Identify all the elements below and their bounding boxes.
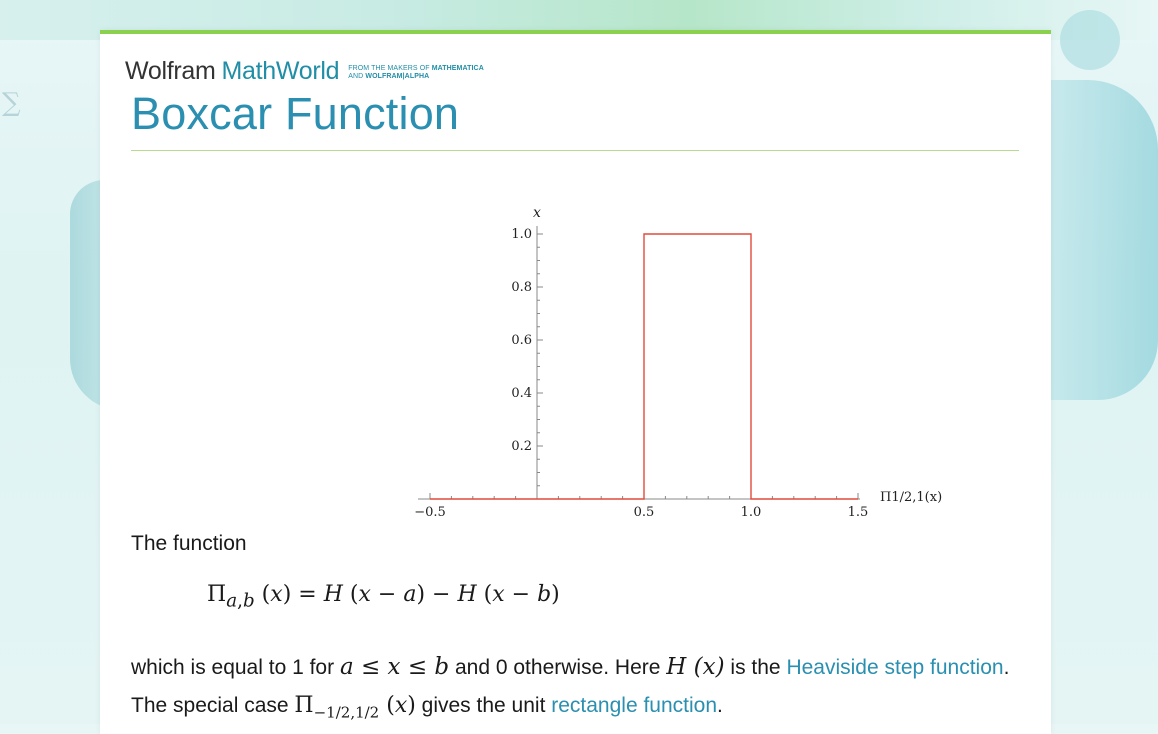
description-paragraph: which is equal to 1 for a ≤ x ≤ b and 0 otherwise. Here H (x) is the Heaviside step function. The special case $\Pi_{-1/2,1/2}$ (x) gives the unit rectangle function. [131, 654, 1010, 722]
background-sum-symbol: ∑ [2, 88, 21, 118]
boxcar-equation: $\Pi_{a,b}$ (x) = H (x − a) − H (x − b) [207, 582, 560, 612]
site-logo[interactable] [125, 58, 484, 86]
x-tick-label: 0.5 [633, 505, 655, 520]
page-title: Boxcar Function [131, 88, 460, 139]
background-decoration-top-right [1060, 10, 1120, 70]
y-tick-label: 0.6 [511, 333, 532, 348]
boxcar-series-line [430, 234, 858, 499]
title-divider [131, 150, 1019, 151]
logo-wolfram-text: Wolfram [125, 57, 216, 85]
x-tick-label: −0.5 [414, 505, 446, 520]
y-tick-label: 1.0 [511, 227, 532, 242]
y-axis-label: x [533, 205, 541, 221]
rectangle-function-link[interactable]: rectangle function [551, 694, 718, 717]
content-card [100, 30, 1051, 734]
y-tick-label: 0.8 [511, 280, 532, 295]
logo-mathworld-text: MathWorld [221, 57, 340, 85]
inline-math-range: a ≤ x ≤ b [339, 654, 450, 680]
x-tick-label: 1.5 [847, 505, 869, 520]
x-tick-label: 1.0 [740, 505, 762, 520]
intro-text: The function [131, 532, 247, 555]
background-decoration-right [1048, 80, 1158, 400]
x-axis-label: Π1/2,1(x) [880, 490, 943, 505]
logo-tagline: FROM THE MAKERS OF MATHEMATICA AND WOLFRAM|ALPHA [348, 65, 484, 80]
inline-math-heaviside: H (x) [666, 654, 725, 680]
heaviside-step-function-link[interactable]: Heaviside step function [786, 656, 1004, 679]
inline-math-special-case: $\Pi_{-1/2,1/2}$ (x) [294, 693, 416, 722]
y-tick-label: 0.2 [511, 439, 532, 454]
y-tick-label: 0.4 [511, 386, 532, 401]
boxcar-plot [300, 171, 943, 520]
